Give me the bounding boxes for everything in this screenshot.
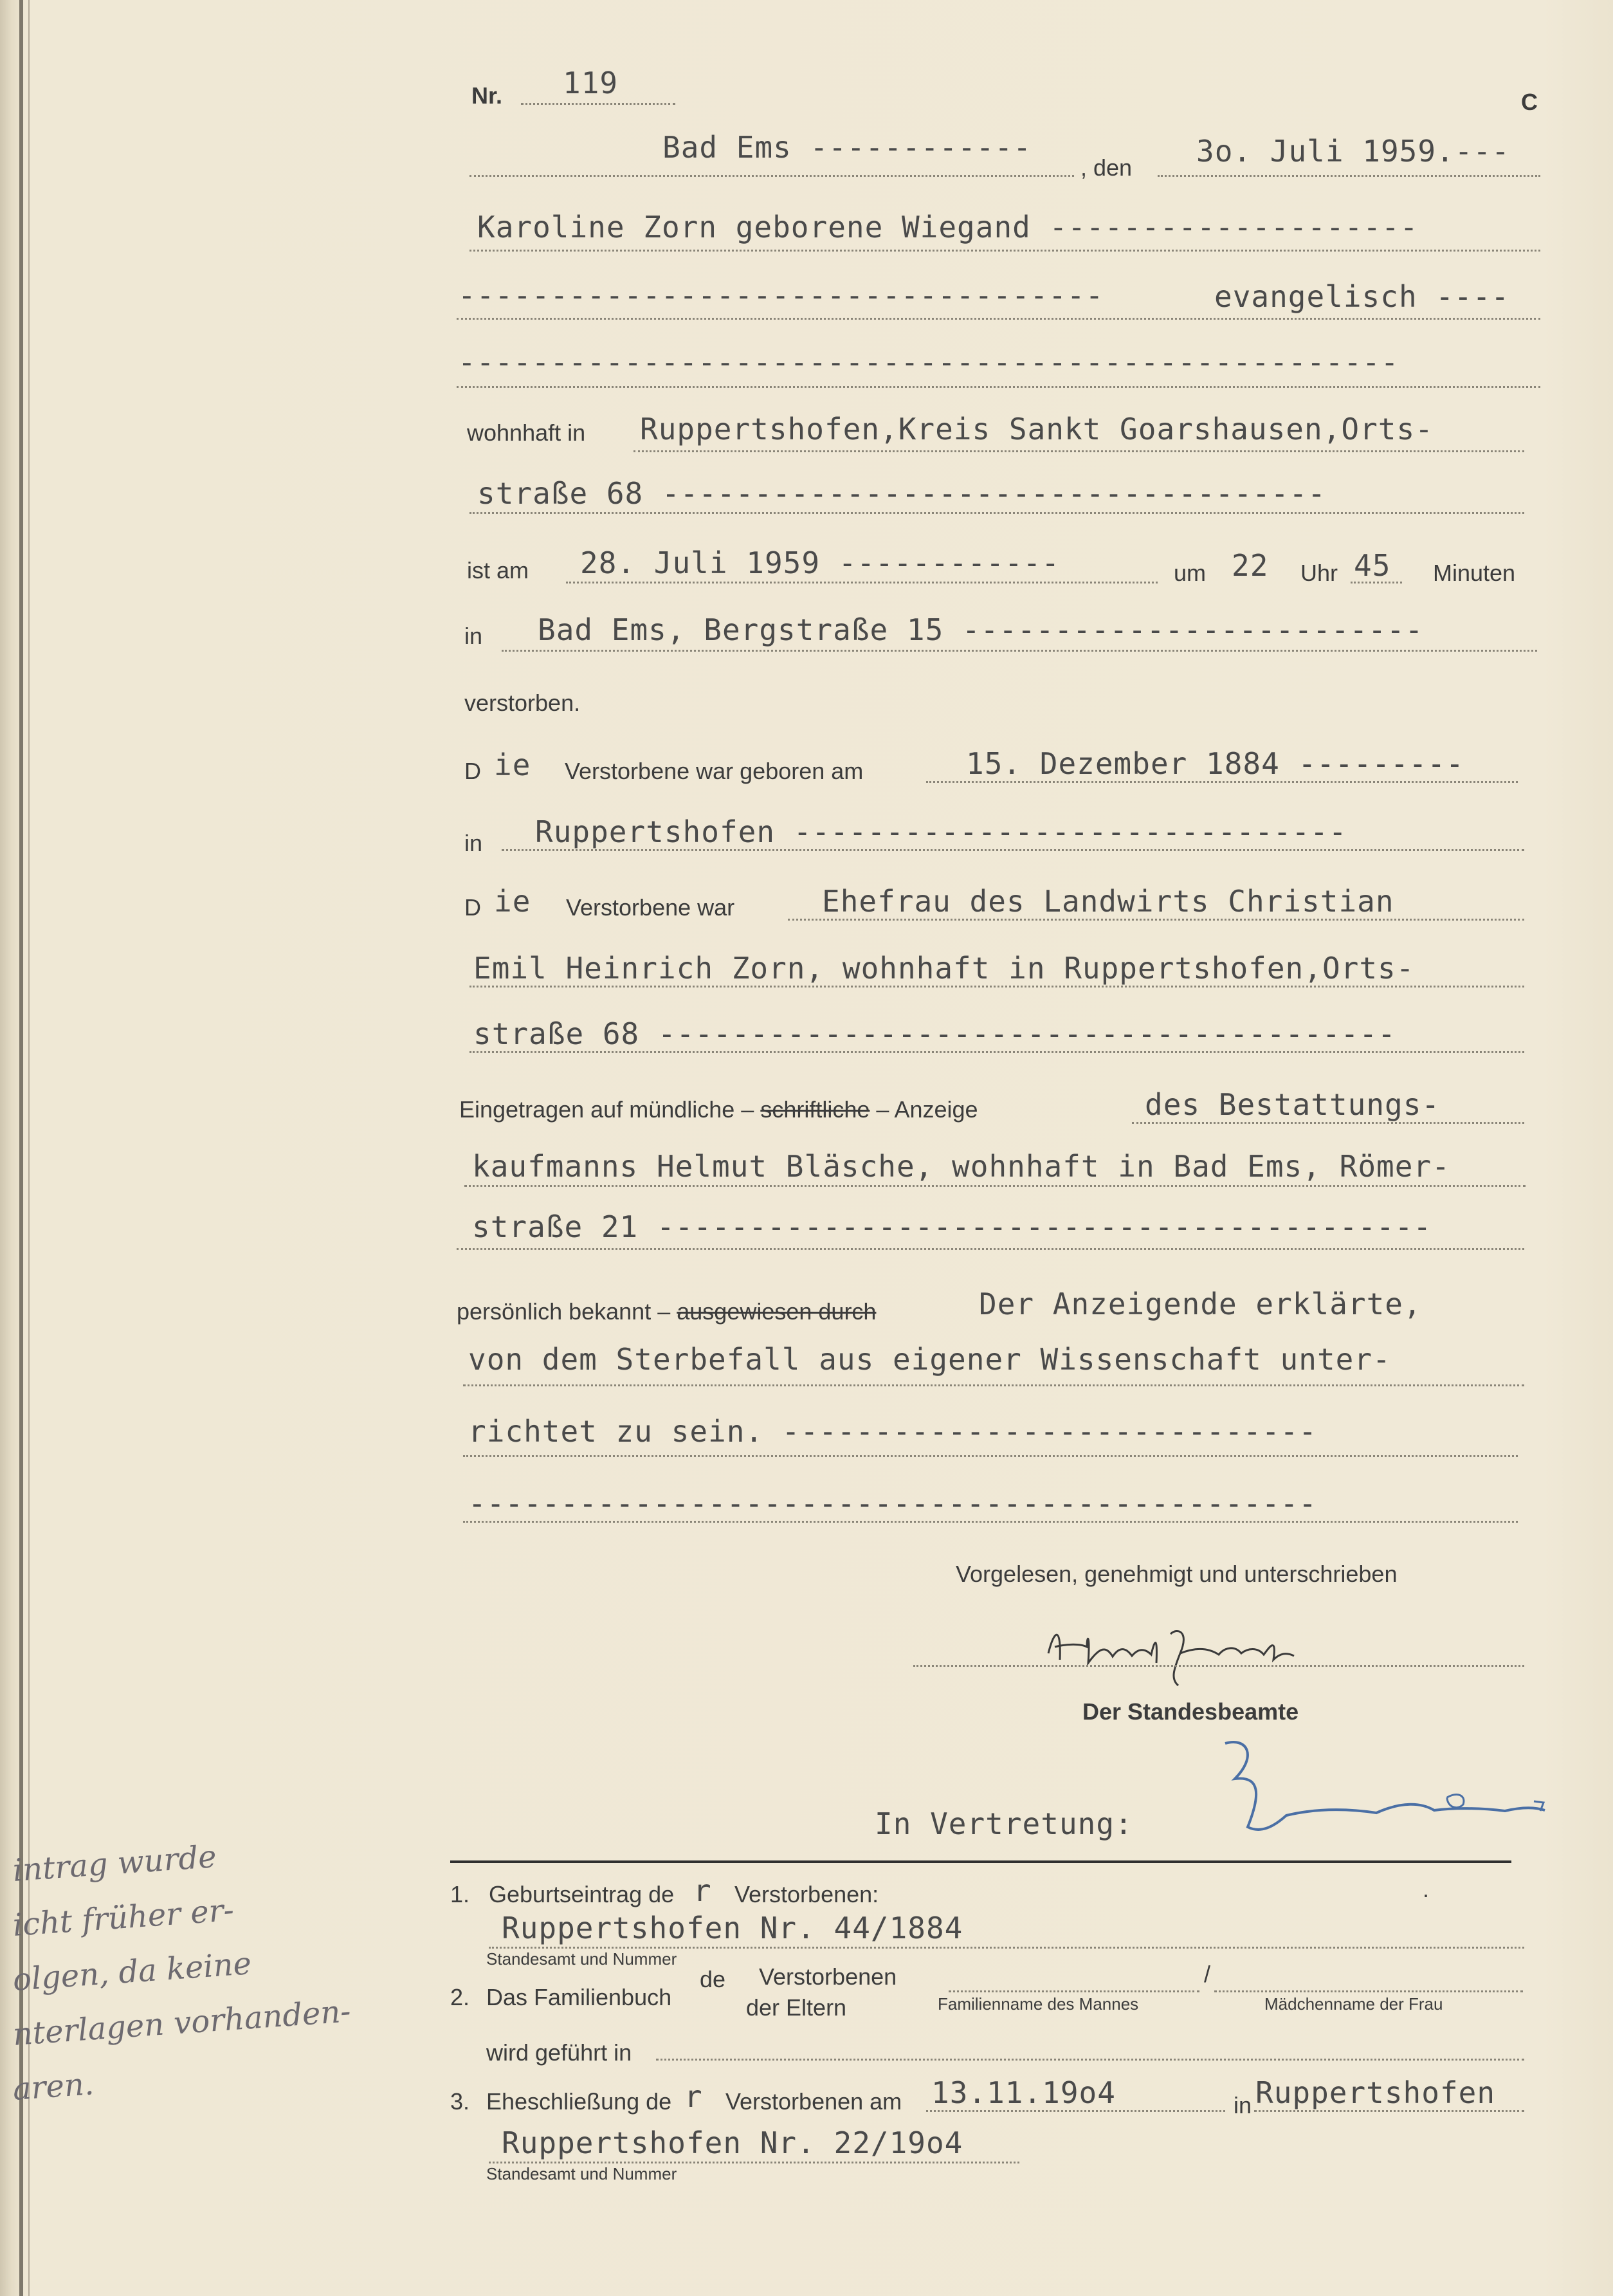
blank-dotline	[457, 386, 1540, 388]
death-date: 28. Juli 1959 ------------	[580, 546, 1061, 580]
eingetragen-text-b: – Anzeige	[876, 1096, 978, 1123]
verstorbenen-label: Verstorbenen:	[734, 1881, 879, 1907]
verstorben-label: verstorben.	[464, 690, 581, 716]
identity-dotline4	[463, 1521, 1518, 1523]
signature-dotline	[913, 1665, 1524, 1667]
margin-note-line1: intrag wurde	[12, 1838, 218, 1889]
footnote-dot: .	[1423, 1876, 1430, 1902]
bekannt-label	[457, 1298, 876, 1325]
residence-line1: Ruppertshofen,Kreis Sankt Goarshausen,Orts-	[640, 412, 1434, 446]
geboren-label: Verstorbene war geboren am	[565, 758, 864, 784]
de-label: de	[700, 1966, 726, 1992]
vertretung-label: In Vertretung:	[875, 1806, 1133, 1841]
eingetragen-struck: schriftliche	[760, 1096, 870, 1123]
slash-separator: /	[1204, 1961, 1211, 1987]
minutes-dotline	[1351, 582, 1402, 583]
geburtseintrag-label: Geburtseintrag de	[489, 1881, 675, 1907]
blank-line: ---------------------------------------------------	[458, 345, 1399, 380]
official-signature	[1209, 1731, 1556, 1859]
wohnhaft-label: wohnhaft in	[467, 419, 586, 446]
margin-note-line2: icht früher er-	[12, 1892, 235, 1943]
standesamt-nummer-1: Standesamt und Nummer	[486, 1949, 677, 1969]
geburtseintrag-dotline	[489, 1947, 1524, 1949]
place-dotline	[469, 175, 1074, 177]
marriage-place: Ruppertshofen	[1255, 2075, 1496, 2110]
footnote-3-number: 3.	[450, 2088, 470, 2115]
binding-edge	[19, 0, 23, 2296]
identity-dotline3	[463, 1455, 1518, 1457]
birth-date: 15. Dezember 1884 ---------	[966, 746, 1464, 781]
registration-line1: des Bestattungs-	[1145, 1087, 1441, 1122]
verstorbenen-option: Verstorbenen	[759, 1963, 897, 1990]
death-place-dotline	[502, 650, 1537, 652]
birth-d-label: D	[464, 758, 481, 784]
wird-gefuehrt-label: wird geführt in	[486, 2039, 632, 2066]
eingetragen-label	[459, 1096, 978, 1123]
section-divider	[450, 1860, 1511, 1863]
eheschliessung-suffix: r	[684, 2079, 703, 2114]
residence-dotline2	[469, 512, 1524, 514]
birth-place-dotline	[502, 849, 1524, 851]
name-dotline	[469, 250, 1540, 252]
registry-date: 3o. Juli 1959.---	[1196, 134, 1510, 169]
status-dotline3	[469, 1051, 1524, 1053]
status-line3: straße 68 ----------------------------------------	[473, 1016, 1396, 1051]
birth-date-dotline	[926, 781, 1518, 783]
registration-dotline3	[457, 1248, 1524, 1250]
identity-line2: von dem Sterbefall aus eigener Wissenschaft unter-	[468, 1342, 1391, 1377]
place-of-registry: Bad Ems ------------	[662, 130, 1032, 165]
signature-helmut-blaesche	[1042, 1608, 1312, 1698]
uhr-label: Uhr	[1300, 560, 1338, 586]
registration-line2: kaufmanns Helmut Bläsche, wohnhaft in Bad Ems, Römer-	[472, 1149, 1450, 1184]
registration-dotline2	[464, 1185, 1526, 1187]
birth-in-label: in	[464, 830, 483, 856]
identity-dotline2	[463, 1384, 1524, 1386]
wird-gefuehrt-dotline	[656, 2059, 1524, 2061]
der-eltern-option: der Eltern	[746, 1994, 847, 2021]
death-minutes: 45	[1354, 548, 1391, 583]
familienname-mann-dotline	[949, 1990, 1199, 1992]
nr-value: 119	[563, 66, 619, 100]
vorgelesen-text: Vorgelesen, genehmigt und unterschrieben	[956, 1561, 1398, 1587]
marriage-date: 13.11.19o4	[931, 2075, 1116, 2110]
status-line1: Ehefrau des Landwirts Christian	[822, 884, 1394, 919]
birth-d-suffix: ie	[494, 748, 531, 782]
geburtseintrag-value: Ruppertshofen Nr. 44/1884	[502, 1911, 963, 1945]
den-label: , den	[1080, 154, 1133, 181]
status-dotline1	[788, 919, 1524, 921]
nr-dotline	[521, 103, 675, 105]
status-d-suffix: ie	[494, 884, 531, 919]
nr-label: Nr.	[471, 82, 503, 109]
bekannt-text: persönlich bekannt –	[457, 1298, 671, 1325]
eheschliessung-label: Eheschließung de	[486, 2088, 672, 2115]
religion-value: evangelisch ----	[1214, 279, 1510, 314]
ist-am-label: ist am	[467, 557, 529, 583]
bekannt-struck: ausgewiesen durch	[677, 1298, 877, 1325]
religion-dashes: -----------------------------------	[458, 278, 1104, 313]
marriage-date-dotline	[926, 2110, 1225, 2112]
standesbeamte-label: Der Standesbeamte	[1082, 1698, 1299, 1725]
status-dotline2	[469, 986, 1524, 987]
um-label: um	[1174, 560, 1207, 586]
identity-line3: richtet zu sein. -----------------------------	[468, 1414, 1317, 1449]
registration-line3: straße 21 ------------------------------------------	[472, 1209, 1432, 1244]
marriage-in-label: in	[1234, 2092, 1252, 2118]
corner-letter: C	[1521, 89, 1538, 115]
birth-place: Ruppertshofen ------------------------------	[535, 814, 1347, 849]
death-date-dotline	[566, 582, 1158, 583]
residence-dotline1	[633, 450, 1524, 452]
margin-note-line4: nterlagen vorhanden-	[12, 1993, 352, 2053]
maedchenname-dotline	[1214, 1990, 1523, 1992]
religion-dotline	[457, 318, 1540, 320]
status-line2: Emil Heinrich Zorn, wohnhaft in Ruppertshofen,Orts-	[473, 951, 1415, 986]
footnote-2-number: 2.	[450, 1984, 470, 2010]
margin-note-line3: olgen, da keine	[12, 1945, 253, 1998]
minuten-label: Minuten	[1433, 560, 1516, 586]
death-in-label: in	[464, 623, 483, 649]
familienbuch-label: Das Familienbuch	[486, 1984, 672, 2010]
date-dotline	[1158, 175, 1540, 177]
identity-line1: Der Anzeigende erklärte,	[979, 1287, 1422, 1321]
maedchenname-frau-label: Mädchenname der Frau	[1264, 1994, 1443, 2014]
marriage-registry: Ruppertshofen Nr. 22/19o4	[502, 2126, 963, 2160]
margin-note-line5: aren.	[12, 2066, 95, 2108]
verstorbene-war-label: Verstorbene war	[566, 894, 735, 921]
marriage-registry-dotline	[489, 2162, 1019, 2163]
footnote-1-number: 1.	[450, 1881, 470, 1907]
verstorbenen-am-label: Verstorbenen am	[725, 2088, 902, 2115]
death-place: Bad Ems, Bergstraße 15 -------------------------	[538, 612, 1424, 647]
standesamt-nummer-3: Standesamt und Nummer	[486, 2164, 677, 2183]
status-d-label: D	[464, 894, 481, 921]
geburtseintrag-suffix: r	[693, 1873, 712, 1908]
marriage-place-dotline	[1254, 2110, 1524, 2112]
familienname-mann-label: Familienname des Mannes	[938, 1994, 1139, 2014]
death-hour: 22	[1232, 548, 1269, 583]
deceased-name: Karoline Zorn geborene Wiegand --------------------	[477, 210, 1419, 244]
binding-edge-line	[28, 0, 30, 2296]
identity-line4: ----------------------------------------------	[468, 1486, 1317, 1521]
registration-dotline1	[1132, 1122, 1524, 1124]
eingetragen-text-a: Eingetragen auf mündliche –	[459, 1096, 754, 1123]
residence-line2: straße 68 ------------------------------------	[477, 476, 1326, 511]
